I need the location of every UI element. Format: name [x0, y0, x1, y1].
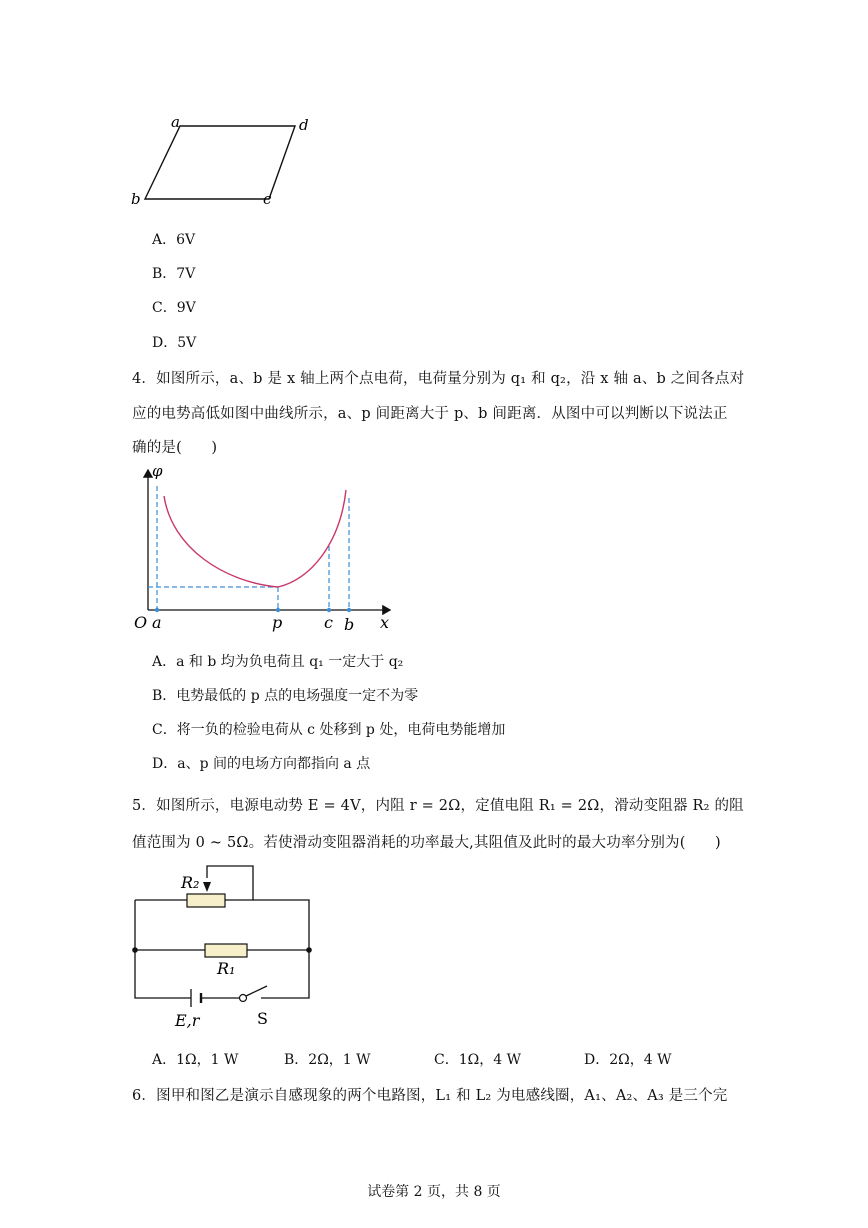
x-axis-label: x	[380, 613, 390, 632]
vertex-label-b: b	[131, 190, 141, 208]
q3-option-c: C．9V	[152, 300, 196, 316]
vertex-label-c: c	[263, 190, 272, 208]
resistor-r2	[187, 894, 225, 907]
r2-slider-arrow	[203, 882, 211, 892]
circuit-diagram	[125, 858, 325, 1028]
vertex-label-a: a	[171, 113, 180, 131]
q5-option-b: B．2Ω，1 W	[284, 1052, 371, 1068]
switch-blade	[246, 986, 267, 996]
q4-option-c: C．将一负的检验电荷从 c 处移到 p 处，电荷电势能增加	[152, 722, 506, 738]
q5-option-a: A．1Ω，1 W	[152, 1052, 239, 1068]
switch-label: S	[257, 1009, 268, 1028]
q4-stem-line1: 4．如图所示，a、b 是 x 轴上两个点电荷，电荷量分别为 q₁ 和 q₂，沿 x 轴 a、b 之间各点对	[132, 371, 745, 387]
q3-option-b: B．7V	[152, 266, 196, 282]
point-label-p: p	[272, 613, 283, 632]
y-axis-label: φ	[152, 462, 163, 480]
point-label-c: c	[324, 613, 333, 632]
q4-option-a: A．a 和 b 均为负电荷且 q₁ 一定大于 q₂	[152, 654, 404, 670]
q4-stem-line3: 确的是( )	[132, 440, 218, 456]
point-label-a: a	[152, 613, 162, 632]
source-label: E,r	[175, 1011, 200, 1028]
r2-label: R₂	[181, 873, 200, 892]
page-footer: 试卷第 2 页，共 8 页	[367, 1184, 501, 1200]
q5-option-d: D．2Ω，4 W	[584, 1052, 672, 1068]
resistor-r1	[205, 944, 247, 957]
q5-stem-line1: 5．如图所示，电源电动势 E = 4V，内阻 r = 2Ω，定值电阻 R₁ = 2Ω，滑动变阻器 R₂ 的阻	[132, 798, 744, 814]
origin-label: O	[134, 613, 148, 632]
q4-option-d: D．a、p 间的电场方向都指向 a 点	[152, 756, 371, 772]
q6-stem-line1: 6．图甲和图乙是演示自感现象的两个电路图，L₁ 和 L₂ 为电感线圈，A₁、A₂、A₃ 是三个完	[132, 1088, 728, 1104]
potential-graph	[128, 462, 398, 634]
vertex-label-d: d	[299, 116, 309, 134]
parallelogram-figure	[125, 110, 325, 215]
q5-stem-line2: 值范围为 0 ~ 5Ω。若使滑动变阻器消耗的功率最大,其阻值及此时的最大功率分别为( )	[132, 835, 721, 851]
q3-option-a: A．6V	[152, 232, 196, 248]
q4-option-b: B．电势最低的 p 点的电场强度一定不为零	[152, 688, 419, 704]
q3-option-d: D．5V	[152, 335, 197, 351]
q4-stem-line2: 应的电势高低如图中曲线所示，a、p 间距离大于 p、b 间距离．从图中可以判断以下说法正	[132, 406, 728, 422]
potential-curve	[164, 490, 346, 587]
q5-option-c: C．1Ω，4 W	[434, 1052, 521, 1068]
point-label-b: b	[344, 615, 355, 634]
parallelogram-shape	[145, 126, 295, 199]
r1-label: R₁	[217, 959, 236, 978]
switch-contact	[240, 995, 247, 1002]
